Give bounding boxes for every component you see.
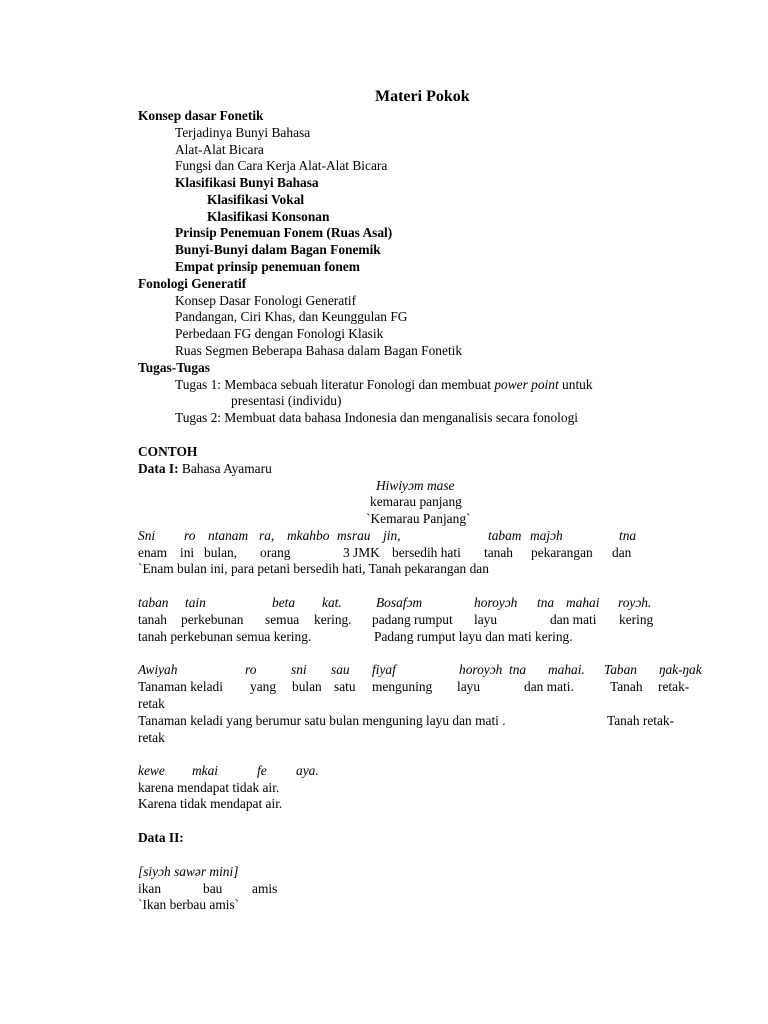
data-2-heading: Data II: <box>138 830 184 845</box>
word: Tanaman keladi <box>138 679 223 694</box>
word: Sni <box>138 528 156 543</box>
outline-subitem: Klasifikasi Konsonan <box>207 209 330 224</box>
free-translation-continuation: retak <box>138 730 165 745</box>
word: taban <box>138 595 169 610</box>
outline-item: Pandangan, Ciri Khas, dan Keunggulan FG <box>175 309 408 324</box>
word: bulan, <box>204 545 238 560</box>
word: horoyɔh <box>474 595 518 610</box>
outline-item: Alat-Alat Bicara <box>175 142 264 157</box>
outline-item: Fungsi dan Cara Kerja Alat-Alat Bicara <box>175 158 388 173</box>
free-translation-end: Tanah retak- <box>607 713 675 728</box>
word: Taban <box>604 662 637 677</box>
word: mkai <box>192 763 219 778</box>
data-1-heading <box>138 460 272 477</box>
word: fiyaf <box>372 662 396 677</box>
word: dan mati. <box>524 679 574 694</box>
word: dan <box>612 545 632 560</box>
word: ntanam <box>208 528 249 543</box>
word: ra, <box>259 528 275 543</box>
word: kewe <box>138 763 165 778</box>
task-1-text: Tugas 1: Membaca sebuah literatur Fonologi dan membuat <box>175 377 495 392</box>
data-2-translation: `Ikan berbau amis` <box>138 897 240 912</box>
outline-item: Perbedaan FG dengan Fonologi Klasik <box>175 326 384 341</box>
word: horoyɔh <box>459 662 503 677</box>
task-1-continuation: presentasi (individu) <box>231 393 342 408</box>
word: amis <box>252 881 278 896</box>
word: 3 JMK <box>343 545 380 560</box>
free-translation: `Enam bulan ini, para petani bersedih hati, Tanah pekarangan dan <box>138 561 489 576</box>
outline-subitem: Klasifikasi Vokal <box>207 192 305 207</box>
outline-item: Prinsip Penemuan Fonem (Ruas Asal) <box>175 225 393 240</box>
word-continuation: retak <box>138 696 165 711</box>
contoh-heading: CONTOH <box>138 444 198 459</box>
section-heading-fonologi-generatif: Fonologi Generatif <box>138 276 247 291</box>
word: tna <box>509 662 527 677</box>
data-2-source <box>138 863 238 880</box>
section-heading-tugas: Tugas-Tugas <box>138 360 210 375</box>
word: aya. <box>296 763 319 778</box>
task-2: Tugas 2: Membuat data bahasa Indonesia dan menganalisis secara fonologi <box>175 410 578 425</box>
word: ŋak-ŋak <box>659 662 702 677</box>
word: retak- <box>658 679 690 694</box>
data-1-label: Data I: <box>138 461 179 476</box>
word: tain <box>185 595 206 610</box>
word: menguning <box>372 679 433 694</box>
word: sni <box>291 662 307 677</box>
outline-item: Bunyi-Bunyi dalam Bagan Fonemik <box>175 242 381 257</box>
word: kat. <box>322 595 342 610</box>
word: msrau <box>337 528 371 543</box>
word: royɔh. <box>618 595 652 610</box>
free-translation: Tanaman keladi yang berumur satu bulan menguning layu dan mati . <box>138 713 506 728</box>
example-1-translation: `Kemarau Panjang` <box>366 511 471 526</box>
word: padang rumput <box>372 612 453 627</box>
word: semua <box>265 612 300 627</box>
example-1-source: Hiwiyɔm mase <box>376 478 455 493</box>
word: enam <box>138 545 167 560</box>
word: satu <box>334 679 356 694</box>
word: majɔh <box>530 528 563 543</box>
word: fe <box>257 763 267 778</box>
free-translation: Padang rumput layu dan mati kering. <box>374 629 573 644</box>
word: tna <box>619 528 637 543</box>
word: mahai <box>566 595 600 610</box>
outline-item: Empat prinsip penemuan fonem <box>175 259 360 274</box>
word: layu <box>457 679 481 694</box>
word: mahai. <box>548 662 585 677</box>
word: bau <box>203 881 223 896</box>
gloss-line: karena mendapat tidak air. <box>138 780 280 795</box>
word: layu <box>474 612 498 627</box>
task-1-text-end: untuk <box>558 377 593 392</box>
task-1 <box>175 376 593 393</box>
task-1-emphasis: power point <box>494 377 559 392</box>
word: ikan <box>138 881 162 896</box>
word: kering <box>619 612 654 627</box>
word: mkahbo <box>287 528 330 543</box>
word: ini <box>180 545 195 560</box>
section-heading-fonetik: Konsep dasar Fonetik <box>138 108 264 123</box>
word: bersedih hati <box>392 545 461 560</box>
page-title: Materi Pokok <box>375 88 470 105</box>
word: Awiyah <box>138 662 178 677</box>
word: tna <box>537 595 555 610</box>
free-translation: Karena tidak mendapat air. <box>138 796 283 811</box>
data-2-source-text: [siyɔh sawər mini] <box>138 864 239 879</box>
word: Tanah <box>610 679 643 694</box>
word: ro <box>184 528 196 543</box>
word: tanah <box>138 612 167 627</box>
word: tabam <box>488 528 522 543</box>
outline-item: Ruas Segmen Beberapa Bahasa dalam Bagan Fonetik <box>175 343 463 358</box>
word: jin, <box>383 528 401 543</box>
word: beta <box>272 595 296 610</box>
outline-item: Klasifikasi Bunyi Bahasa <box>175 175 319 190</box>
word: orang <box>260 545 291 560</box>
word: kering. <box>314 612 352 627</box>
word: perkebunan <box>181 612 244 627</box>
outline-item: Terjadinya Bunyi Bahasa <box>175 125 311 140</box>
word: yang <box>250 679 277 694</box>
word: sau <box>331 662 350 677</box>
word: dan mati <box>550 612 597 627</box>
word: ro <box>245 662 257 677</box>
free-translation: tanah perkebunan semua kering. <box>138 629 312 644</box>
word: pekarangan <box>531 545 593 560</box>
word: tanah <box>484 545 513 560</box>
word: Bosafɔm <box>376 595 423 610</box>
data-1-language: Bahasa Ayamaru <box>178 461 272 476</box>
word: bulan <box>292 679 322 694</box>
example-1-gloss: kemarau panjang <box>370 494 462 509</box>
outline-item: Konsep Dasar Fonologi Generatif <box>175 293 357 308</box>
